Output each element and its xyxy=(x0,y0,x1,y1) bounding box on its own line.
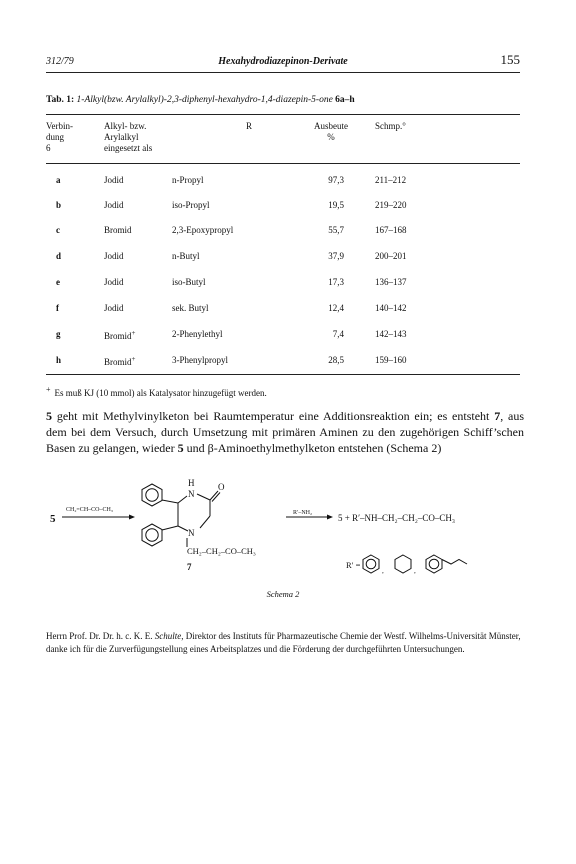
running-header xyxy=(46,52,520,70)
product-equation: 5 + R′–NH–CH₂–CH₂–CO–CH₃ xyxy=(338,513,455,523)
rprime-cyclohexyl xyxy=(395,555,411,573)
table-caption-compounds: 6a–h xyxy=(335,95,355,105)
melting-point: 142–143 xyxy=(375,329,407,339)
scheme-caption: Schema 2 xyxy=(266,589,300,599)
svg-text:,: , xyxy=(414,567,416,575)
substituent: n-Butyl xyxy=(172,251,200,261)
compound-id: e xyxy=(56,277,60,287)
compound-id: b xyxy=(56,200,62,210)
acknowledgement: Herrn Prof. Dr. Dr. h. c. K. E. Schulte, Direktor des Instituts für Pharmazeutische Chemie der Westf. Wilhelms-Universität Münster, danke ich für die Zurverfügungstellung eines Arbeitsplatzes und die Förderung der durchgeführten Untersuchungen. xyxy=(46,631,521,654)
melting-point: 211–212 xyxy=(375,175,407,185)
compound-id: f xyxy=(56,303,59,313)
reagent: Jodid xyxy=(104,200,124,210)
reagent: Bromid+ xyxy=(104,329,136,341)
yield: 37,9 xyxy=(328,251,344,261)
melting-point: 167–168 xyxy=(375,225,407,235)
substituent: sek. Butyl xyxy=(172,303,209,313)
compound-id: a xyxy=(56,175,61,185)
header-ausbeute: Ausbeute % xyxy=(314,121,348,142)
yield: 28,5 xyxy=(328,355,344,365)
table-bottom-rule xyxy=(46,374,520,375)
header-schmp: Schmp.° xyxy=(375,121,406,131)
body-paragraph: 5 geht mit Methylvinylketon bei Raumtemperatur eine Additionsreaktion ein; es entsteht 7, aus dem bei dem Versuch, durch Umsetzung mit primären Aminen zu den zugehörigen Schiff’schen Basen zu gelangen, wieder 5 und β-Aminoethylmethylketon entstehen (Schema 2) xyxy=(46,409,524,455)
compound-id: c xyxy=(56,225,60,235)
rprime-label: R′ = xyxy=(346,560,361,570)
diazepinone-ring xyxy=(162,491,220,547)
reagent: Jodid xyxy=(104,175,124,185)
melting-point: 219–220 xyxy=(375,200,407,210)
yield: 7,4 xyxy=(332,329,344,339)
yield: 12,4 xyxy=(328,303,344,313)
substituent: iso-Butyl xyxy=(172,277,206,287)
yield: 97,3 xyxy=(328,175,344,185)
substituent: 3-Phenylpropyl xyxy=(172,355,228,365)
carbonyl-oxygen: O xyxy=(218,482,225,492)
yield: 55,7 xyxy=(328,225,344,235)
reagent: Bromid+ xyxy=(104,355,136,367)
page-number: 155 xyxy=(500,52,520,67)
compound-id: h xyxy=(56,355,62,365)
footnote-mark: + xyxy=(46,385,51,394)
substituent: 2-Phenylethyl xyxy=(172,329,223,339)
side-chain: CH₂–CH₂–CO–CH₃ xyxy=(187,546,256,556)
substituent: iso-Propyl xyxy=(172,200,210,210)
melting-point: 140–142 xyxy=(375,303,407,313)
header-verbindung: Verbin- dung 6 xyxy=(46,121,73,153)
yield: 19,5 xyxy=(328,200,344,210)
rprime-phenylpropyl xyxy=(426,555,467,573)
melting-point: 136–137 xyxy=(375,277,407,287)
reagent: Jodid xyxy=(104,303,124,313)
compound-id: g xyxy=(56,329,61,339)
yield: 17,3 xyxy=(328,277,344,287)
reagent-vinylketone: CH₂=CH–CO–CH₃ xyxy=(66,507,113,513)
melting-point: 159–160 xyxy=(375,355,407,365)
ring-nitrogen-4: N xyxy=(188,489,195,499)
rprime-phenyl xyxy=(363,555,379,573)
reaction-arrow-1-head xyxy=(129,515,135,520)
substituent: n-Propyl xyxy=(172,175,204,185)
table-caption-text: 1-Alkyl(bzw. Arylalkyl)-2,3-diphenyl-hexahydro-1,4-diazepin-5-one xyxy=(76,95,333,105)
header-r: R xyxy=(246,121,253,131)
reagent: Jodid xyxy=(104,277,124,287)
table-footnote xyxy=(46,385,267,398)
header-title: Hexahydrodiazepinon-Derivate xyxy=(218,56,348,67)
reaction-arrow-2-head xyxy=(327,515,333,520)
reagent: Jodid xyxy=(104,251,124,261)
table-top-rule xyxy=(46,114,520,115)
reagent-amine: R′–NH₂ xyxy=(293,510,313,516)
header-rule xyxy=(46,72,520,73)
melting-point: 200–201 xyxy=(375,251,407,261)
nh-hydrogen: H xyxy=(188,478,195,488)
header-volume: 312/79 xyxy=(46,56,74,67)
compound-id: d xyxy=(56,251,62,261)
header-alkyl: Alkyl- bzw. Arylalkyl eingesetzt als xyxy=(104,121,153,153)
reagent-footnote-mark: + xyxy=(131,355,136,363)
reagent-footnote-mark: + xyxy=(131,329,136,337)
substituent: 2,3-Epoxypropyl xyxy=(172,225,234,235)
phenyl-ring-lower xyxy=(142,524,162,546)
ring-nitrogen-1: N xyxy=(188,528,195,538)
start-compound-label: 5 xyxy=(50,513,56,525)
compound-7-label: 7 xyxy=(187,562,192,572)
table-caption xyxy=(46,95,520,105)
table-header-rule xyxy=(46,163,520,164)
phenyl-ring-upper xyxy=(142,484,162,506)
reagent: Bromid xyxy=(104,225,132,235)
table-caption-label: Tab. 1: xyxy=(46,95,75,105)
svg-text:,: , xyxy=(382,567,384,575)
footnote-text: Es muß KJ (10 mmol) als Katalysator hinzugefügt werden. xyxy=(54,388,267,398)
